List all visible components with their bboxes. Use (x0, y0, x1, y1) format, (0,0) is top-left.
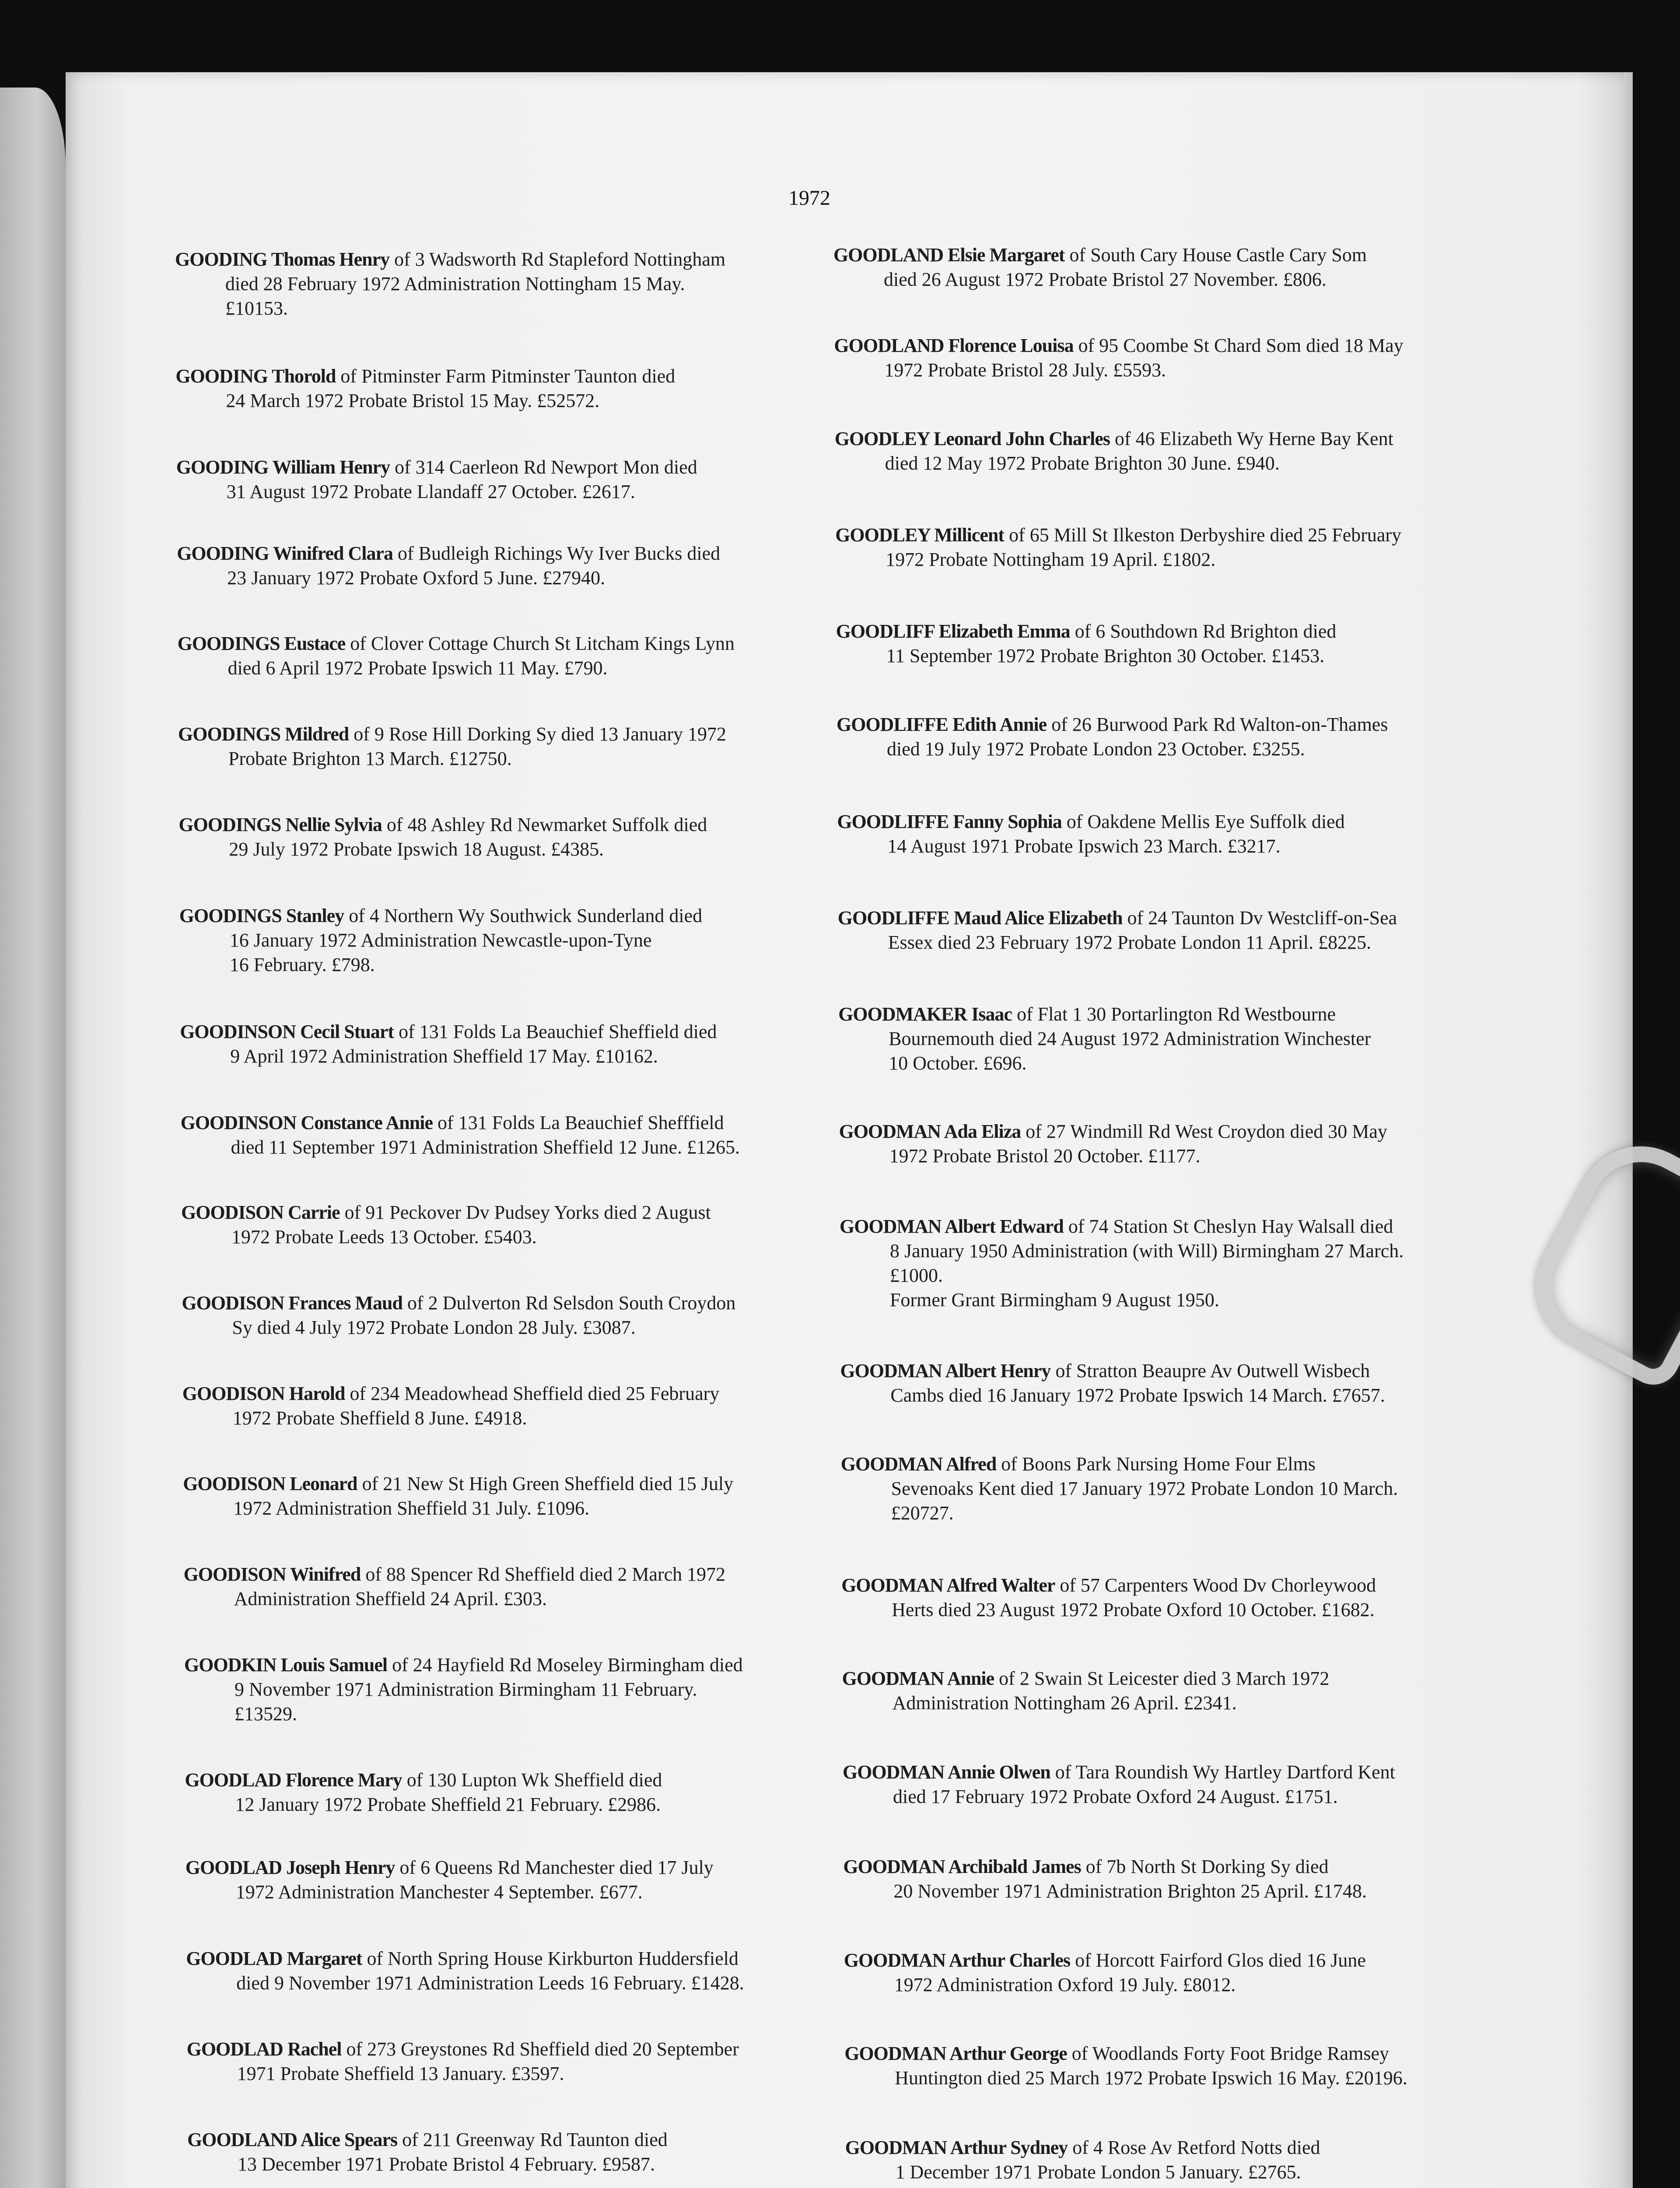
entry-address: of 3 Wadsworth Rd Stapleford Nottingham (389, 249, 726, 270)
entry-first-line (835, 523, 1491, 547)
entry-first-line (186, 1855, 842, 1880)
entry-surname-forenames: GOODINSON Constance Annie (180, 1112, 433, 1133)
entry-surname-forenames: GOODLAND Florence Louisa (834, 335, 1074, 356)
entry-address: of 2 Swain St Leicester died 3 March 1972 (994, 1668, 1330, 1689)
entry-first-line (178, 722, 834, 747)
register-entry (186, 1946, 842, 1995)
entry-surname-forenames: GOODING Thorold (175, 365, 336, 387)
register-entry (178, 722, 834, 771)
entry-first-line (845, 2135, 1502, 2160)
entry-surname-forenames: GOODING Winifred Clara (177, 543, 393, 564)
entry-first-line (187, 2128, 844, 2152)
register-entry (836, 712, 1493, 761)
entry-first-line (181, 1200, 837, 1225)
entry-surname-forenames: GOODMAN Arthur Charles (844, 1950, 1071, 1971)
entry-first-line (182, 1382, 839, 1406)
entry-surname-forenames: GOODMAN Annie (842, 1668, 994, 1689)
entry-surname-forenames: GOODISON Leonard (183, 1473, 357, 1494)
entry-continuation-line: 1 December 1971 Probate London 5 January. £2765. (895, 2161, 1301, 2183)
entry-continuation-line: £10153. (225, 298, 288, 319)
entry-address: of 21 New St High Green Sheffield died 15 July (357, 1473, 734, 1494)
entry-first-line (836, 712, 1493, 737)
register-entry (835, 523, 1491, 572)
entry-first-line (184, 1653, 840, 1677)
entry-surname-forenames: GOODMAKER Isaac (838, 1003, 1012, 1025)
register-entry (182, 1291, 838, 1340)
entry-address: of Stratton Beaupre Av Outwell Wisbech (1050, 1360, 1370, 1382)
entry-first-line (175, 364, 832, 389)
entry-continuation-line: Essex died 23 February 1972 Probate London 11 April. £8225. (888, 932, 1372, 953)
entry-first-line (187, 2037, 843, 2062)
entry-address: of Clover Cottage Church St Litcham Kings Lynn (345, 633, 735, 654)
register-entry (833, 243, 1490, 292)
entry-surname-forenames: GOODLIFF Elizabeth Emma (836, 621, 1070, 642)
entry-address: of 48 Ashley Rd Newmarket Suffolk died (382, 814, 707, 835)
entry-continuation-line: died 28 February 1972 Administration Nottingham 15 May. (225, 273, 685, 295)
entry-address: of 273 Greystones Rd Sheffield died 20 September (341, 2038, 739, 2060)
register-entry (844, 1948, 1500, 1997)
entry-surname-forenames: GOODISON Carrie (181, 1202, 340, 1223)
entry-address: of 65 Mill St Ilkeston Derbyshire died 25 February (1004, 524, 1402, 546)
entry-continuation-line: Bournemouth died 24 August 1972 Administration Winchester (889, 1028, 1371, 1049)
entry-surname-forenames: GOODLIFFE Maud Alice Elizabeth (837, 907, 1123, 929)
entry-continuation-line: Administration Sheffield 24 April. £303. (234, 1588, 547, 1609)
entry-first-line (180, 1020, 836, 1044)
entry-continuation-line: died 19 July 1972 Probate London 23 October. £3255. (887, 738, 1305, 760)
entry-continuation-line: 31 August 1972 Probate Llandaff 27 October. £2617. (226, 481, 635, 502)
facing-page-edge (0, 88, 66, 2188)
register-entry (180, 1020, 836, 1069)
entry-continuation-line: 23 January 1972 Probate Oxford 5 June. £27940. (227, 567, 606, 589)
entry-address: of 57 Carpenters Wood Dv Chorleywood (1055, 1574, 1376, 1596)
entry-continuation-line: 16 February. £798. (229, 954, 375, 975)
entry-continuation-line: Sy died 4 July 1972 Probate London 28 July. £3087. (232, 1317, 636, 1338)
entry-address: of 7b North St Dorking Sy died (1081, 1856, 1329, 1877)
entry-continuation-line: died 12 May 1972 Probate Brighton 30 June. £940. (885, 452, 1280, 474)
entry-first-line (175, 247, 831, 272)
entry-address: of 211 Greenway Rd Taunton died (397, 2129, 668, 2150)
entry-surname-forenames: GOODMAN Albert Edward (840, 1216, 1064, 1237)
entry-address: of Woodlands Forty Foot Bridge Ramsey (1067, 2043, 1390, 2064)
entry-continuation-line: died 17 February 1972 Probate Oxford 24 August. £1751. (893, 1786, 1338, 1807)
entry-continuation-line: 1972 Probate Sheffield 8 June. £4918. (232, 1407, 527, 1429)
entry-first-line (176, 455, 833, 480)
entry-surname-forenames: GOODLIFFE Edith Annie (836, 714, 1047, 735)
entry-first-line (843, 1855, 1499, 1879)
entry-continuation-line: died 6 April 1972 Probate Ipswich 11 May. £790. (228, 657, 608, 679)
register-entry (839, 1119, 1495, 1168)
entry-surname-forenames: GOODING Thomas Henry (175, 249, 390, 270)
entry-first-line (844, 1948, 1500, 1973)
entry-surname-forenames: GOODINGS Stanley (179, 905, 344, 926)
register-entry (182, 1382, 839, 1431)
register-entry (840, 1359, 1496, 1408)
register-entry (181, 1200, 837, 1249)
page-header-year: 1972 (788, 186, 830, 210)
register-entry (187, 2037, 843, 2086)
entry-address: of Flat 1 30 Portarlington Rd Westbourne (1012, 1003, 1336, 1025)
entry-first-line (837, 810, 1493, 834)
entry-address: of 74 Station St Cheslyn Hay Walsall died (1063, 1216, 1393, 1237)
entry-continuation-line: 1972 Probate Nottingham 19 April. £1802. (886, 549, 1216, 570)
entry-first-line (182, 1291, 838, 1315)
entry-address: of 314 Caerleon Rd Newport Mon died (390, 456, 697, 478)
register-entry (844, 2041, 1501, 2090)
entry-continuation-line: 9 April 1972 Administration Sheffield 17 May. £10162. (230, 1045, 658, 1067)
entry-continuation-line: Sevenoaks Kent died 17 January 1972 Probate London 10 March. (891, 1478, 1398, 1499)
entry-surname-forenames: GOODING William Henry (176, 456, 390, 478)
entry-address: of 130 Lupton Wk Sheffield died (402, 1769, 662, 1791)
entry-address: of 9 Rose Hill Dorking Sy died 13 January 1972 (349, 723, 727, 745)
entry-first-line (838, 906, 1494, 930)
entry-continuation-line: 1971 Probate Sheffield 13 January. £3597. (237, 2063, 564, 2084)
entry-continuation-line: 29 July 1972 Probate Ipswich 18 August. £4385. (229, 838, 604, 860)
entry-continuation-line: Probate Brighton 13 March. £12750. (228, 748, 512, 769)
entry-first-line (836, 619, 1492, 644)
register-entry (183, 1472, 839, 1521)
register-entry (842, 1666, 1498, 1715)
entry-continuation-line: died 9 November 1971 Administration Leeds 16 February. £1428. (236, 1972, 744, 1994)
entry-continuation-line: Huntington died 25 March 1972 Probate Ipswich 16 May. £20196. (895, 2067, 1407, 2089)
entry-first-line (183, 1472, 839, 1496)
entry-surname-forenames: GOODISON Harold (182, 1383, 345, 1404)
register-entry (187, 2128, 844, 2177)
entry-address: of 27 Windmill Rd West Croydon died 30 May (1021, 1121, 1387, 1142)
register-entry (185, 1768, 841, 1817)
register-entry (834, 333, 1490, 382)
entry-first-line (179, 904, 836, 928)
entry-address: of 6 Queens Rd Manchester died 17 July (395, 1857, 714, 1878)
entry-continuation-line: 1972 Administration Manchester 4 September. £677. (235, 1881, 643, 1903)
entry-surname-forenames: GOODLAD Rachel (186, 2038, 342, 2060)
entry-surname-forenames: GOODMAN Arthur George (844, 2043, 1067, 2064)
entry-continuation-line: 9 November 1971 Administration Birmingham 11 February. (234, 1679, 697, 1700)
entry-surname-forenames: GOODINGS Nellie Sylvia (178, 814, 382, 835)
entry-surname-forenames: GOODMAN Annie Olwen (843, 1761, 1050, 1783)
entry-first-line (839, 1119, 1495, 1144)
entry-continuation-line: £1000. (890, 1265, 943, 1286)
entry-surname-forenames: GOODLAD Joseph Henry (185, 1857, 395, 1878)
entry-first-line (840, 1214, 1496, 1239)
register-entry (841, 1452, 1497, 1525)
entry-surname-forenames: GOODKIN Louis Samuel (184, 1654, 388, 1676)
entry-surname-forenames: GOODLEY Millicent (835, 524, 1004, 546)
entry-first-line (840, 1359, 1496, 1383)
entry-surname-forenames: GOODLAD Florence Mary (185, 1769, 402, 1791)
entry-first-line (185, 1768, 841, 1792)
entry-continuation-line: 24 March 1972 Probate Bristol 15 May. £52572. (226, 390, 600, 411)
entry-continuation-line: 1972 Probate Bristol 28 July. £5593. (884, 359, 1166, 381)
entry-address: of Pitminster Farm Pitminster Taunton died (336, 365, 676, 387)
entry-surname-forenames: GOODMAN Arthur Sydney (845, 2137, 1068, 2158)
entry-surname-forenames: GOODMAN Ada Eliza (839, 1121, 1021, 1142)
register-entry (838, 1002, 1494, 1076)
entry-continuation-line: £13529. (234, 1703, 297, 1725)
entry-continuation-line: Former Grant Birmingham 9 August 1950. (890, 1289, 1219, 1311)
entry-continuation-line: 14 August 1971 Probate Ipswich 23 March. £3217. (887, 835, 1281, 857)
entry-surname-forenames: GOODINSON Cecil Stuart (180, 1021, 394, 1042)
entry-continuation-line: £20727. (891, 1502, 954, 1524)
register-entry (175, 364, 832, 413)
register-entry (176, 455, 833, 504)
entry-address: of Horcott Fairford Glos died 16 June (1070, 1950, 1366, 1971)
entry-address: of North Spring House Kirkburton Huddersfield (362, 1948, 738, 1969)
entry-continuation-line: 12 January 1972 Probate Sheffield 21 February. £2986. (235, 1794, 661, 1815)
entry-address: of 4 Rose Av Retford Notts died (1068, 2137, 1320, 2158)
entry-surname-forenames: GOODINGS Mildred (178, 723, 349, 745)
entry-first-line (844, 2041, 1501, 2066)
entry-surname-forenames: GOODMAN Archibald James (843, 1856, 1081, 1877)
entry-first-line (181, 1111, 837, 1135)
entry-continuation-line: Administration Nottingham 26 April. £2341. (892, 1692, 1237, 1714)
entry-continuation-line: Cambs died 16 January 1972 Probate Ipswich 14 March. £7657. (890, 1385, 1385, 1406)
register-entry (843, 1855, 1499, 1904)
entry-first-line (178, 813, 835, 837)
register-entry (840, 1214, 1496, 1312)
entry-surname-forenames: GOODMAN Albert Henry (840, 1360, 1051, 1382)
entry-continuation-line: died 26 August 1972 Probate Bristol 27 November. £806. (884, 269, 1326, 290)
register-entry (175, 247, 831, 321)
entry-first-line (177, 541, 833, 566)
register-entry (178, 631, 834, 680)
entry-surname-forenames: GOODISON Winifred (183, 1564, 361, 1585)
entry-address: of 95 Coombe St Chard Som died 18 May (1073, 335, 1404, 356)
entry-continuation-line: Herts died 23 August 1972 Probate Oxford 10 October. £1682. (892, 1599, 1375, 1620)
entry-address: of South Cary House Castle Cary Som (1064, 244, 1367, 266)
entry-address: of 91 Peckover Dv Pudsey Yorks died 2 August (340, 1202, 711, 1223)
register-entry (178, 813, 835, 862)
entry-surname-forenames: GOODLAND Elsie Margaret (833, 244, 1065, 266)
entry-continuation-line: died 11 September 1971 Administration Sheffield 12 June. £1265. (231, 1136, 740, 1158)
entry-first-line (841, 1452, 1497, 1476)
entry-first-line (838, 1002, 1494, 1027)
register-entry (837, 810, 1493, 859)
page-fore-edge (1624, 72, 1633, 2188)
entry-address: of 131 Folds La Beauchief Sheffield died (394, 1021, 717, 1042)
entry-first-line (184, 1562, 840, 1587)
entry-continuation-line: 8 January 1950 Administration (with Will) Birmingham 27 March. (890, 1240, 1404, 1262)
entry-first-line (833, 243, 1490, 267)
register-entry (184, 1653, 840, 1726)
entry-address: of Tara Roundish Wy Hartley Dartford Kent (1050, 1761, 1395, 1783)
register-entry (845, 2135, 1502, 2184)
entry-first-line (835, 427, 1491, 451)
register-entry (177, 541, 833, 590)
entry-continuation-line: 20 November 1971 Administration Brighton 25 April. £1748. (893, 1880, 1367, 1902)
entry-first-line (178, 631, 834, 656)
entry-continuation-line: 1972 Administration Sheffield 31 July. £1096. (233, 1497, 590, 1519)
entry-address: of 234 Meadowhead Sheffield died 25 February (345, 1383, 720, 1404)
entry-address: of Budleigh Richings Wy Iver Bucks died (393, 543, 721, 564)
entry-continuation-line: 1972 Probate Leeds 13 October. £5403. (231, 1226, 537, 1248)
entry-first-line (834, 333, 1490, 358)
entry-continuation-line: 16 January 1972 Administration Newcastle-upon-Tyne (229, 929, 652, 951)
entry-continuation-line: 11 September 1972 Probate Brighton 30 October. £1453. (886, 645, 1325, 666)
register-entry (181, 1111, 837, 1160)
register-entry (841, 1573, 1498, 1622)
entry-address: of 24 Hayfield Rd Moseley Birmingham died (387, 1654, 743, 1676)
entry-address: of 88 Spencer Rd Sheffield died 2 March 1972 (360, 1564, 726, 1585)
entry-first-line (842, 1666, 1498, 1691)
entry-surname-forenames: GOODLAND Alice Spears (187, 2129, 398, 2150)
entry-surname-forenames: GOODLAD Margaret (186, 1948, 362, 1969)
entry-surname-forenames: GOODISON Frances Maud (182, 1292, 402, 1314)
register-entry (835, 427, 1491, 476)
entry-first-line (843, 1760, 1499, 1785)
entry-continuation-line: 1972 Administration Oxford 19 July. £8012. (894, 1974, 1236, 1995)
register-entry (179, 904, 836, 977)
entry-address: of Boons Park Nursing Home Four Elms (996, 1453, 1316, 1475)
entry-first-line (186, 1946, 842, 1971)
entry-address: of 131 Folds La Beauchief Shefffield (433, 1112, 724, 1133)
entry-address: of Oakdene Mellis Eye Suffolk died (1061, 811, 1345, 832)
entry-surname-forenames: GOODLIFFE Fanny Sophia (837, 811, 1062, 832)
entry-continuation-line: 1972 Probate Bristol 20 October. £1177. (889, 1145, 1200, 1167)
register-entry (184, 1562, 840, 1611)
entry-surname-forenames: GOODMAN Alfred Walter (841, 1574, 1055, 1596)
register-entry (838, 906, 1494, 955)
register-entry (186, 1855, 842, 1904)
entry-address: of 26 Burwood Park Rd Walton-on-Thames (1046, 714, 1388, 735)
entry-first-line (841, 1573, 1498, 1598)
entry-address: of 2 Dulverton Rd Selsdon South Croydon (402, 1292, 736, 1314)
register-entry (843, 1760, 1499, 1809)
entry-surname-forenames: GOODLEY Leonard John Charles (834, 428, 1110, 449)
register-entry (836, 619, 1492, 668)
entry-address: of 4 Northern Wy Southwick Sunderland died (344, 905, 703, 926)
entry-address: of 6 Southdown Rd Brighton died (1070, 621, 1337, 642)
entry-address: of 24 Taunton Dv Westcliff-on-Sea (1122, 907, 1397, 929)
entry-surname-forenames: GOODMAN Alfred (840, 1453, 997, 1475)
entry-surname-forenames: GOODINGS Eustace (177, 633, 346, 654)
entry-continuation-line: 13 December 1971 Probate Bristol 4 February. £9587. (238, 2153, 655, 2175)
entry-address: of 46 Elizabeth Wy Herne Bay Kent (1110, 428, 1393, 449)
entry-continuation-line: 10 October. £696. (889, 1052, 1027, 1074)
